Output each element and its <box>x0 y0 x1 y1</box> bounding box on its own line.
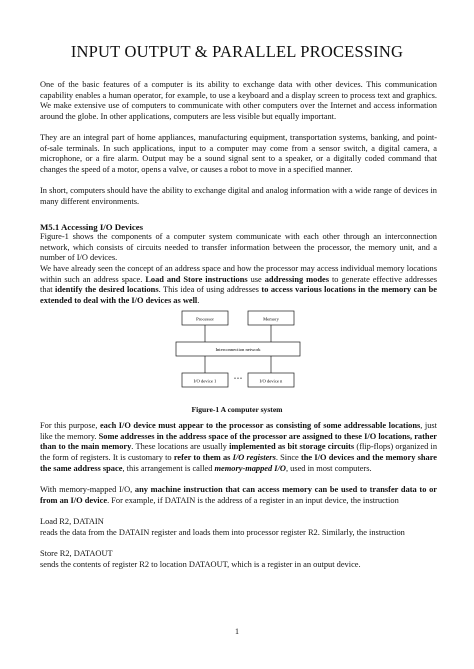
io-device-1-label: I/O device 1 <box>193 378 217 384</box>
section-paragraph-1: Figure-1 shows the components of a computer system communicate with each other through an interconnection network, which consists of circuits needed to transfer information between the processor, the memory unit, and a number of I/O devices. <box>40 232 437 263</box>
body-paragraph-reads: reads the data from the DATAIN register and loads them into processor register R2. Similarly, the instruction <box>40 528 405 537</box>
code-line-load: Load R2, DATAIN <box>40 517 104 526</box>
figure-caption: Figure-1 A computer system <box>191 405 283 414</box>
computer-system-diagram <box>174 305 302 397</box>
body-paragraph-transfer: With memory-mapped I/O, any machine instruction that can access memory can be used to transfer data to or from an I/O device. For example, if DATAIN is the address of a register in an input device, the instruction <box>40 485 437 505</box>
section-paragraph-2: We have already seen the concept of an address space and how the processor may access individual memory locations within such an address space. Load and Store instructions use addressing modes to generate effective addresses that identify the desired locations. This idea of using addresses to access various locations in the memory can be extended to deal with the I/O devices as well. <box>40 264 437 306</box>
ellipsis-dots: • • • <box>234 377 242 382</box>
intro-paragraph-3: In short, computers should have the ability to exchange digital and analog information with a wide range of devices in many different environments. <box>40 186 437 206</box>
body-paragraph-sends: sends the contents of register R2 to location DATAOUT, which is a register in an output device. <box>40 560 361 569</box>
intro-paragraph-1: One of the basic features of a computer is its ability to exchange data with other devices. This communication capability enables a human operator, for example, to use a keyboard and a display screen to process text and graphics. We make extensive use of computers to communicate with other computers over the Internet and access information around the globe. In other applications, computers are less visible but equally important. <box>40 80 437 122</box>
code-line-store: Store R2, DATAOUT <box>40 549 113 558</box>
intro-paragraph-2: They are an integral part of home appliances, manufacturing equipment, transportation systems, banking, and point-of-sale terminals. In such applications, input to a computer may come from a sensor switch, a digital camera, a microphone, or a fire alarm. Output may be a sound signal sent to a speaker, or a digitally coded command that changes the speed of a motor, opens a valve, or causes a robot to move in a specified manner. <box>40 133 437 175</box>
processor-label: Processor <box>196 316 214 322</box>
section-heading: M5.1 Accessing I/O Devices <box>40 222 144 232</box>
io-device-n-label: I/O device n <box>259 378 283 384</box>
interconnection-network-label: Interconnection network <box>215 347 261 352</box>
memory-label: Memory <box>263 316 279 322</box>
page-number: 1 <box>235 627 239 636</box>
body-paragraph-memory-mapped: For this purpose, each I/O device must appear to the processor as consisting of some addressable locations, just like the memory. Some addresses in the address space of the processor are assigned to these I/O locations, rather than to the main memory. These locations are usually implemented as bit storage circuits (flip-flops) organized in the form of registers. It is customary to refer to them as I/O registers. Since the I/O devices and the memory share the same address space, this arrangement is called memory-mapped I/O, used in most computers. <box>40 421 438 473</box>
page-title: INPUT OUTPUT & PARALLEL PROCESSING <box>70 42 404 61</box>
